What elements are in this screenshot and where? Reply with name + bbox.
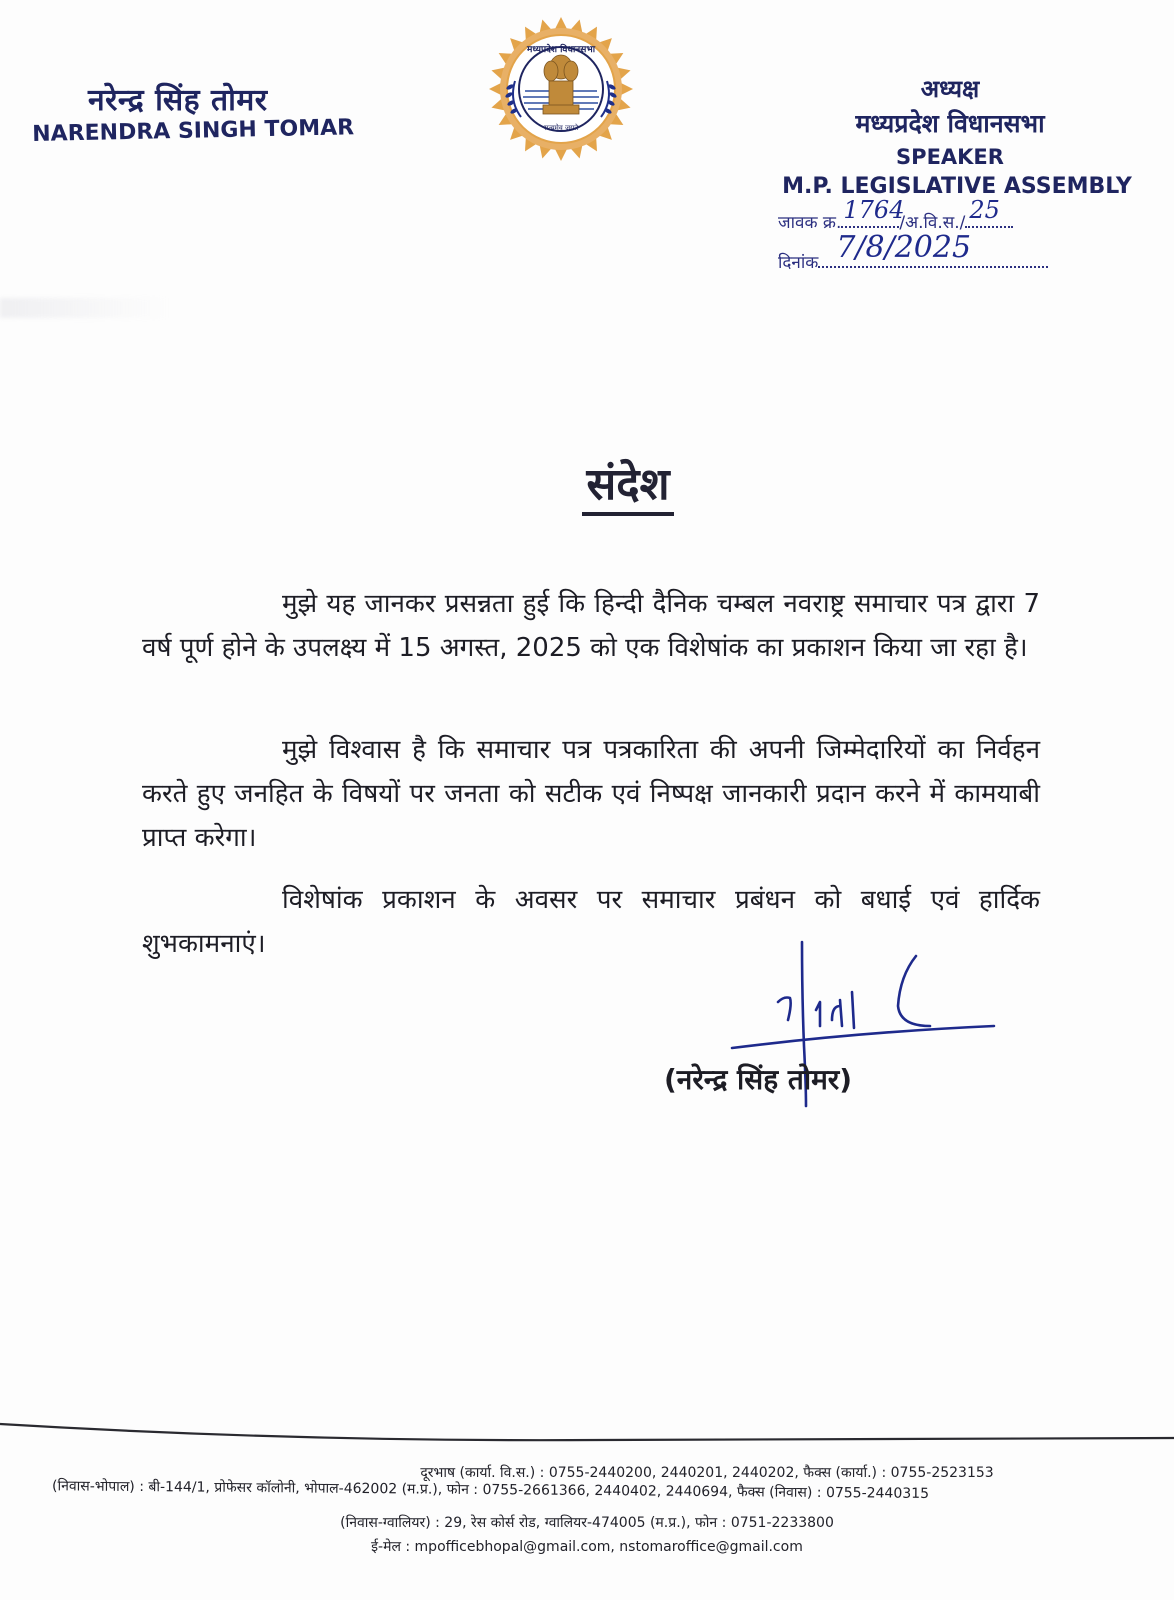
footer-email: ई-मेल : mpofficebhopal@gmail.com, nstomaroffice@gmail.com — [371, 1539, 803, 1555]
letter-date — [778, 230, 1048, 273]
date-field — [818, 230, 1048, 268]
ref-number-field — [841, 196, 905, 228]
message-title: संदेश — [0, 452, 1174, 512]
seal-motto: सत्यमेव जयते — [543, 124, 579, 132]
message-paragraph-3: विशेषांक प्रकाशन के अवसर पर समाचार प्रबंधन को बधाई एवं हार्दिक शुभकामनाएं। — [142, 885, 1040, 959]
footer-divider — [0, 1420, 1174, 1450]
date-value: 7/8/2025 — [836, 230, 972, 265]
signatory-name: (नरेन्द्र सिंह तोमर) — [664, 1063, 853, 1096]
designation-hindi: अध्यक्ष — [920, 75, 980, 103]
mp-vidhansabha-emblem-icon — [486, 14, 636, 164]
seal-top-text: मध्यप्रदेश विधानसभा — [526, 45, 596, 55]
message-paragraph-1: मुझे यह जानकर प्रसन्नता हुई कि हिन्दी दैनिक चम्बल नवराष्ट्र समाचार पत्र द्वारा 7 वर्ष पूर्ण होने के उपलक्ष्य में 15 अगस्त, 2025 को एक विशेषांक का प्रकाशन किया जा रहा है। — [142, 589, 1040, 663]
scan-smudge — [0, 298, 170, 318]
ref-year-field — [965, 196, 1013, 228]
ref-number: 1764 — [843, 196, 905, 224]
footer-office-phone: दूरभाष (कार्या. वि.स.) : 0755-2440200, 2440201, 2440202, फैक्स (कार्या.) : 0755-2523153 — [420, 1465, 994, 1481]
footer-gwalior-residence: (निवास-ग्वालियर) : 29, रेस कोर्स रोड, ग्वालियर-474005 (म.प्र.), फोन : 0751-2233800 — [340, 1515, 834, 1531]
ref-label: जावक क्र. — [778, 213, 842, 233]
sender-name-hindi: नरेन्द्र सिंह तोमर — [88, 83, 268, 118]
sender-name-english: NARENDRA SINGH TOMAR — [32, 115, 355, 147]
office-designation-block — [760, 72, 1140, 202]
assembly-seal — [486, 14, 636, 164]
ref-year: 25 — [969, 196, 1000, 224]
organisation-english: M.P. LEGISLATIVE ASSEMBLY — [782, 174, 1132, 199]
footer-bhopal-residence: (निवास-भोपाल) : बी-144/1, प्रोफेसर कॉलोनी, भोपाल-462002 (म.प्र.), फोन : 0755-2661366, 2440402, 2440694, फैक्स (निवास) : 0755-2440315 — [51, 1478, 930, 1502]
designation-english: SPEAKER — [896, 145, 1004, 169]
date-label: दिनांक — [778, 253, 819, 273]
ref-mid: /अ.वि.स./ — [899, 213, 966, 233]
message-paragraph-2: मुझे विश्वास है कि समाचार पत्र पत्रकारिता की अपनी जिम्मेदारियों का निर्वहन करते हुए जनहित के विषयों पर जनता को सटीक एवं निष्पक्ष जानकारी प्रदान करने में कामयाबी प्राप्त करेगा। — [142, 735, 1040, 853]
organisation-hindi: मध्यप्रदेश विधानसभा — [855, 109, 1045, 138]
